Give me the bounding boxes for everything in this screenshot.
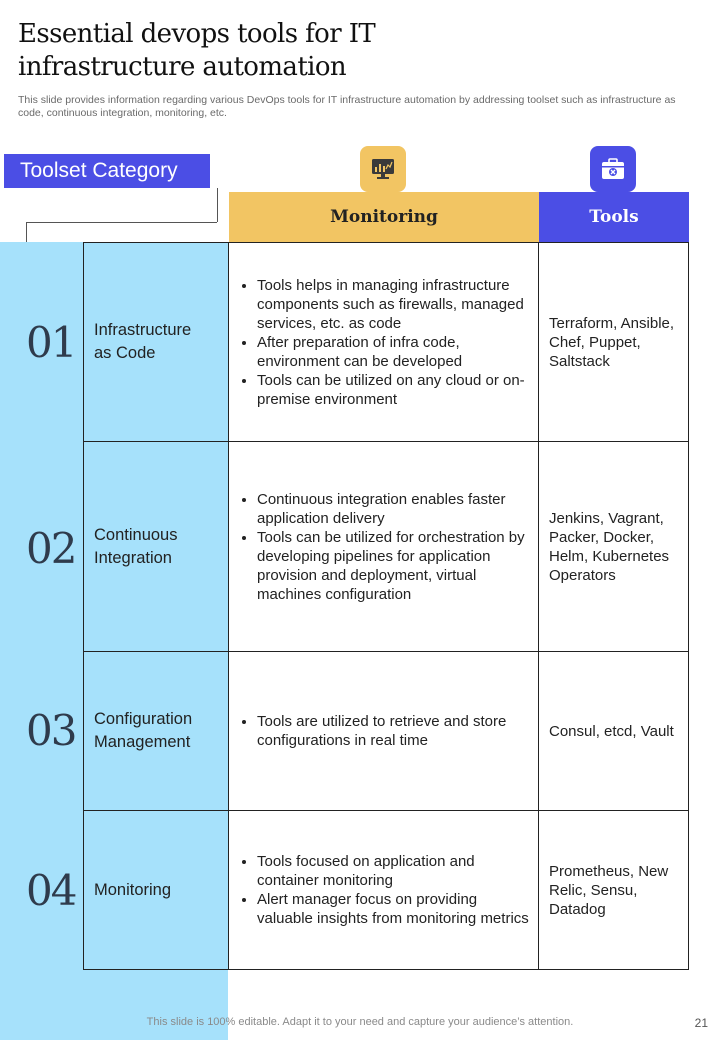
header-tools: Tools [539,192,689,242]
tools-cell [538,441,689,652]
description-cell [228,242,539,442]
bullet-item: • Tools can be utilized for orchestration by developing pipelines for application provision and deployment, virtual machines configuration [257,528,530,604]
row-number: 01 [26,318,76,367]
tools-text: Terraform, Ansible, Chef, Puppet, Saltstack [549,314,675,370]
bullet-item: • Continuous integration enables faster application delivery [257,490,530,528]
bullet-item: • Alert manager focus on providing valuable insights from monitoring metrics [257,890,530,928]
connector-line [26,222,27,242]
tools-cell [538,242,689,442]
bullet-item: • After preparation of infra code, environment can be developed [257,333,530,371]
tools-text: Jenkins, Vagrant, Packer, Docker, Helm, Kubernetes Operators [549,509,670,584]
tools-cell [538,651,689,811]
category-cell [83,810,229,970]
category-text: Configuration Management [94,710,193,751]
toolbox-icon [590,146,636,192]
slide-subtitle: This slide provides information regarding various DevOps tools for IT infrastructure automation by addressing toolset such as infrastructure as code, continuous integration, monitoring, etc. [18,94,676,119]
bullet-item: • Tools helps in managing infrastructure components such as firewalls, managed services, etc. as code [257,276,530,333]
row-number: 02 [26,524,76,573]
tools-cell [538,810,689,970]
slide-title: Essential devops tools for IT infrastructure automation [18,19,376,82]
page-number: 21 [694,1016,708,1030]
description-cell [228,651,539,811]
category-text: Monitoring [94,880,172,899]
bullet-item: • Tools focused on application and container monitoring [257,852,530,890]
monitor-chart-icon [360,146,406,192]
bullet-item: • Tools can be utilized on any cloud or on-premise environment [257,371,530,409]
tools-text: Consul, etcd, Vault [549,722,674,740]
toolset-category-label: Toolset Category [4,154,210,188]
connector-line [26,222,217,223]
row-number: 04 [26,866,76,915]
category-cell [83,651,229,811]
footer-note: This slide is 100% editable. Adapt it to your need and capture your audience’s attention. [146,1016,574,1028]
description-cell [228,441,539,652]
category-cell [83,441,229,652]
row-number: 03 [26,706,76,755]
category-text: Continuous Integration [94,525,178,567]
description-cell [228,810,539,970]
bullet-item: • Tools are utilized to retrieve and store configurations in real time [257,712,530,750]
tools-text: Prometheus, New Relic, Sensu, Datadog [549,862,669,918]
category-cell [83,242,229,442]
header-monitoring: Monitoring [229,192,539,242]
connector-line [217,188,218,222]
category-text: Infrastructure as Code [94,321,192,362]
